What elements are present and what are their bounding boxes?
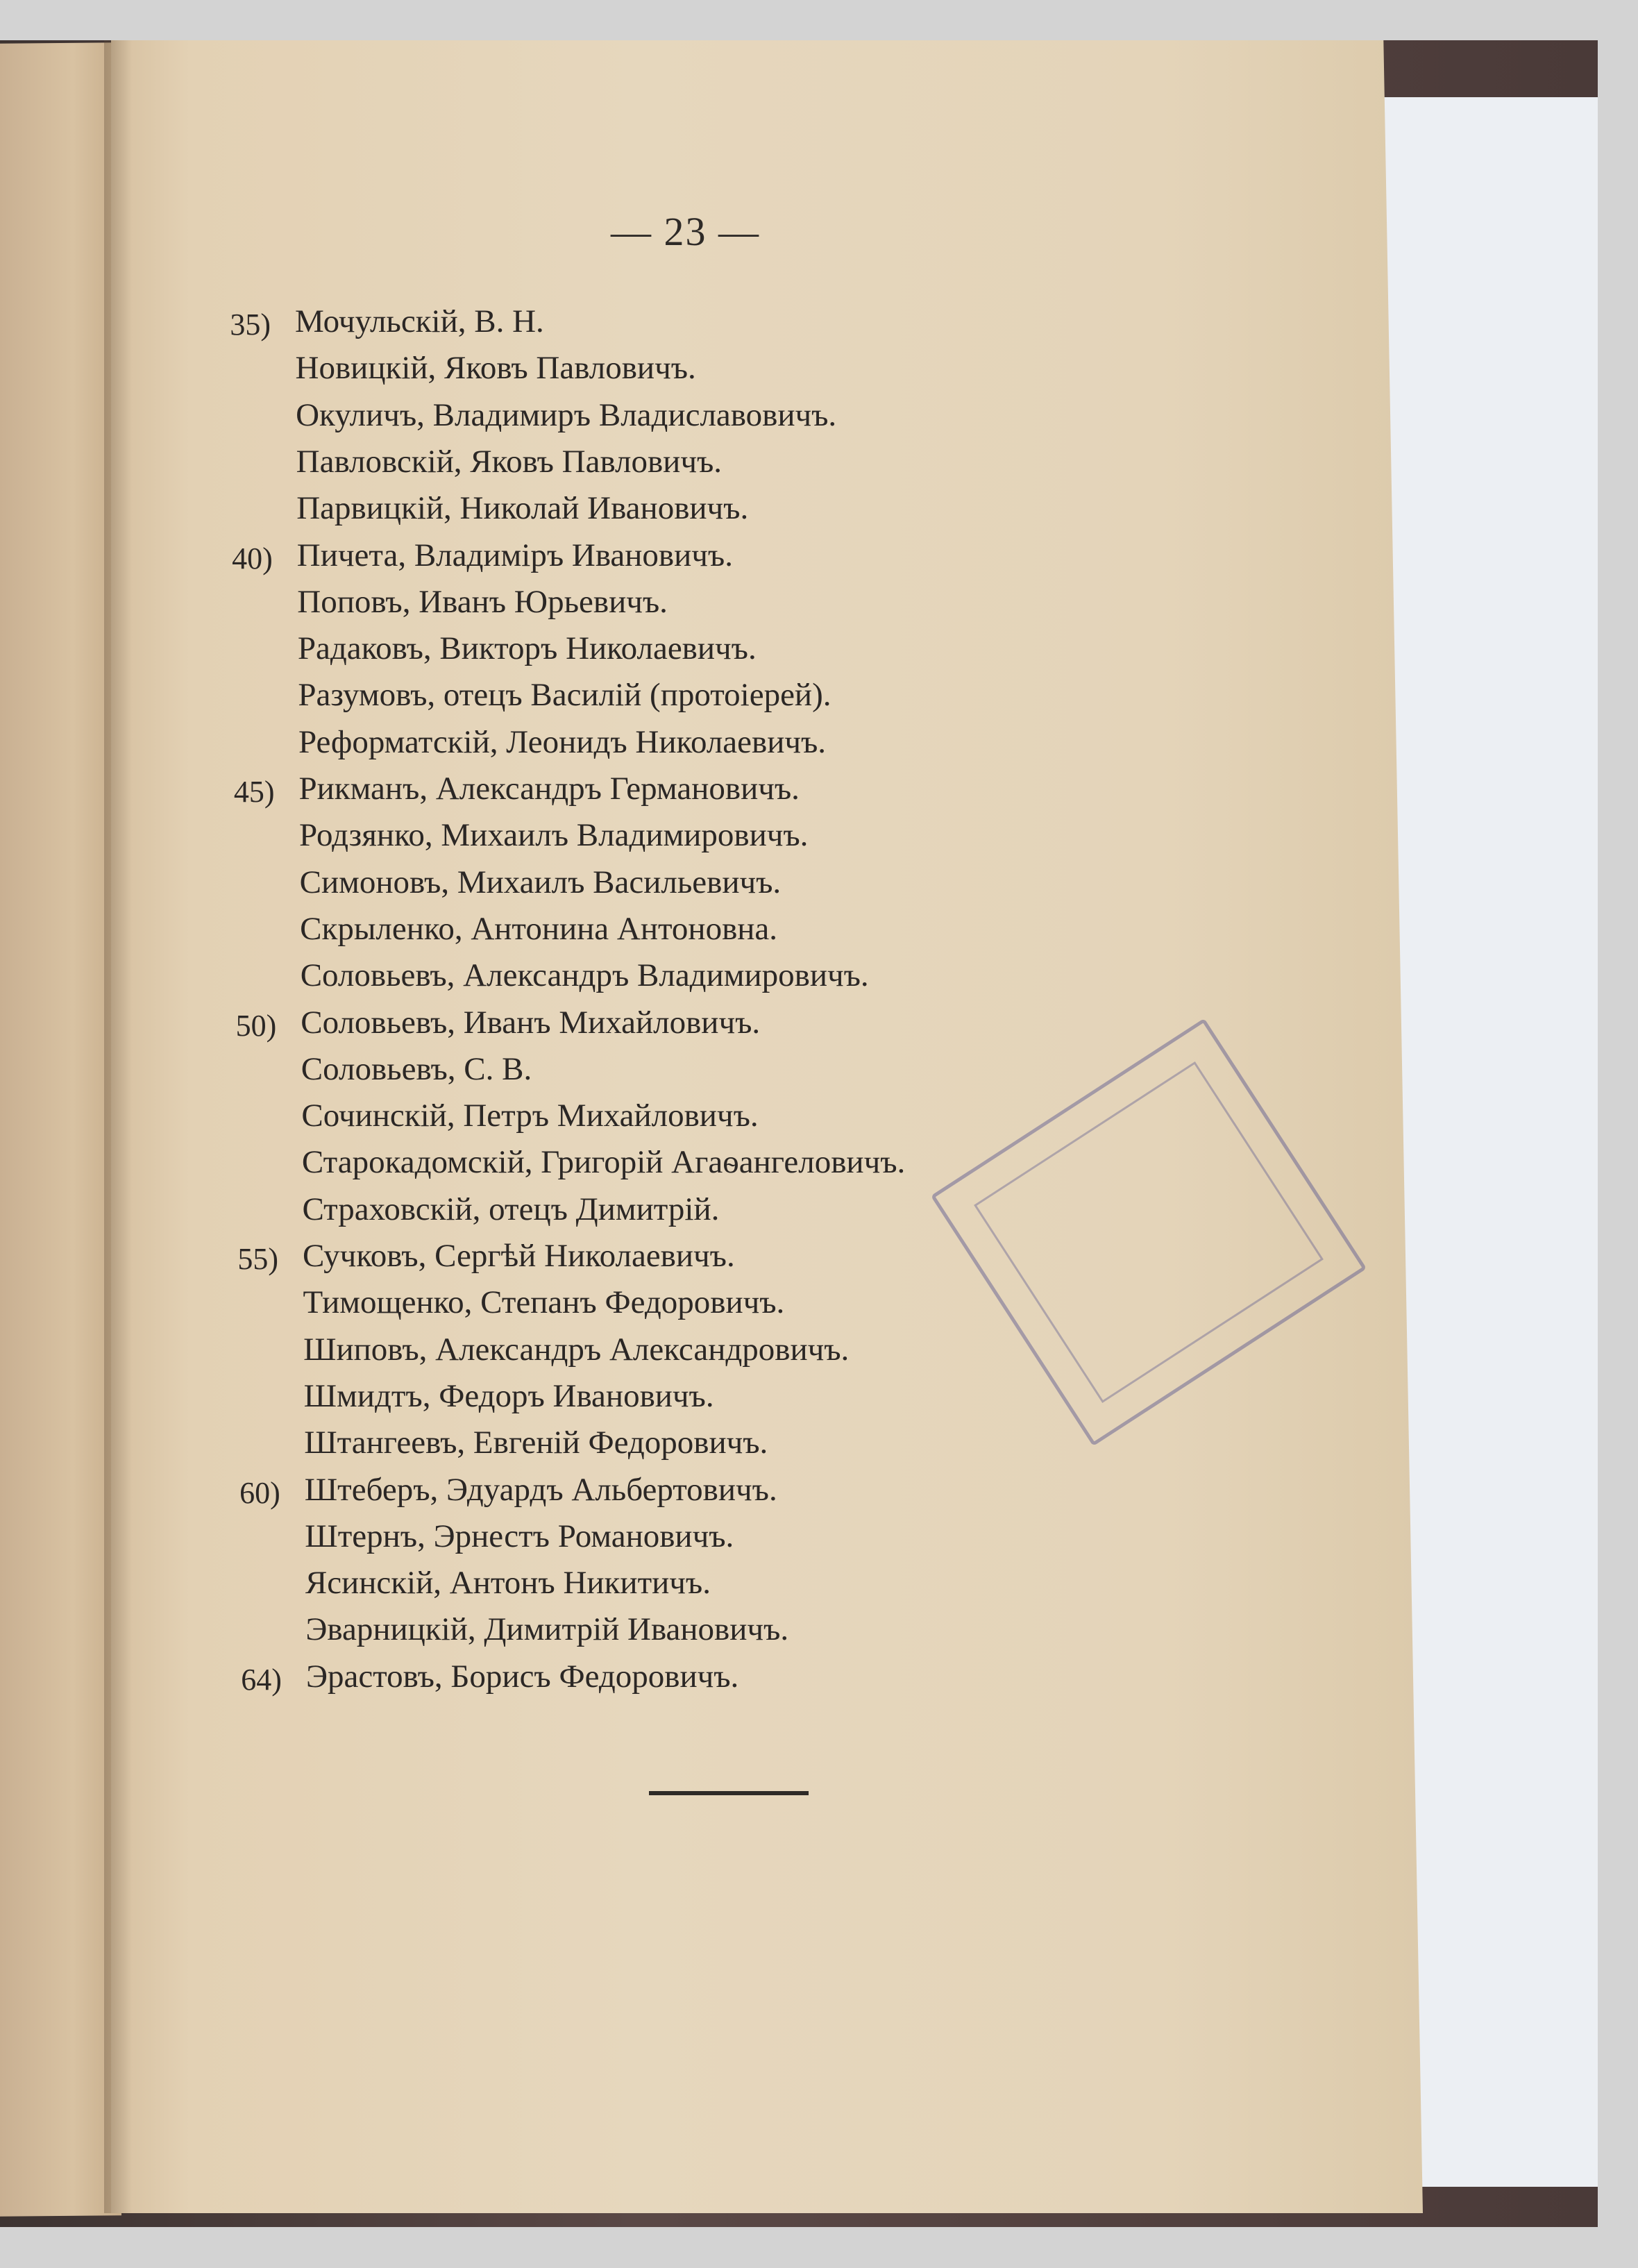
list-entry-name: Разумовъ, отецъ Василій (протоіерей).	[298, 677, 831, 714]
list-entry-number: 35)	[230, 308, 271, 342]
list-entry-number: 64)	[241, 1662, 282, 1697]
end-rule	[649, 1791, 809, 1795]
list-entry-name: Рикманъ, Александръ Германовичъ.	[298, 771, 800, 807]
list-entry-name: Штеберъ, Эдуардъ Альбертовичъ.	[304, 1471, 777, 1508]
list-entry-name: Соловьевъ, Иванъ Михайловичъ.	[301, 1004, 761, 1041]
list-entry-number: 40)	[232, 541, 273, 576]
list-entry-name: Эрастовъ, Борисъ Федоровичъ.	[305, 1658, 739, 1695]
page-gutter-shadow	[104, 40, 132, 2213]
list-entry-name: Старокадомскій, Григорій Агаѳангеловичъ.	[301, 1144, 906, 1181]
list-entry-name: Симоновъ, Михаилъ Васильевичъ.	[299, 864, 782, 900]
facing-page-edge	[0, 42, 121, 2217]
list-entry-name: Мочульскій, В. Н.	[295, 303, 544, 339]
list-entry-name: Соловьевъ, Александръ Владимировичъ.	[300, 957, 869, 994]
list-entry-name: Скрыленко, Антонина Антоновна.	[300, 910, 778, 947]
list-entry-name: Пичета, Владиміръ Ивановичъ.	[296, 537, 733, 573]
list-entry-name: Страховскій, отецъ Димитрій.	[302, 1191, 720, 1227]
list-entry-name: Родзянко, Михаилъ Владимировичъ.	[299, 817, 809, 854]
list-entry-number: 60)	[239, 1475, 280, 1510]
list-entry-name: Ясинскій, Антонъ Никитичъ.	[305, 1565, 711, 1602]
list-entry-name: Парвицкій, Николай Ивановичъ.	[296, 490, 749, 527]
list-entry-name: Штангеевъ, Евгеній Федоровичъ.	[304, 1425, 768, 1461]
list-entry-name: Сочинскій, Петръ Михайловичъ.	[301, 1098, 759, 1134]
list-entry-name: Радаковъ, Викторъ Николаевичъ.	[297, 630, 757, 667]
list-entry-number: 45)	[233, 775, 275, 809]
list-entry-name: Реформатскій, Леонидъ Николаевичъ.	[298, 723, 827, 760]
list-entry-name: Павловскій, Яковъ Павловичъ.	[296, 443, 723, 480]
list-entry-number: 50)	[235, 1008, 277, 1043]
list-entry-name: Окуличъ, Владимиръ Владиславовичъ.	[296, 396, 837, 433]
page-number: — 23 —	[611, 209, 760, 254]
list-entry-name: Соловьевъ, С. В.	[301, 1050, 532, 1087]
list-entry-name: Поповъ, Иванъ Юрьевичъ.	[297, 583, 668, 620]
list-entry-number: 55)	[237, 1242, 278, 1276]
list-entry-name: Тимощенко, Степанъ Федоровичъ.	[303, 1284, 785, 1321]
list-entry-name: Сучковъ, Сергѣй Николаевичъ.	[303, 1238, 735, 1274]
list-entry-name: Шмидтъ, Федоръ Ивановичъ.	[303, 1377, 714, 1414]
list-entry-name: Новицкій, Яковъ Павловичъ.	[295, 350, 696, 387]
list-entry-name: Эварницкій, Димитрій Ивановичъ.	[305, 1611, 789, 1648]
list-entry-name: Штернъ, Эрнестъ Романовичъ.	[305, 1518, 734, 1554]
list-entry-name: Шиповъ, Александръ Александровичъ.	[303, 1331, 850, 1368]
